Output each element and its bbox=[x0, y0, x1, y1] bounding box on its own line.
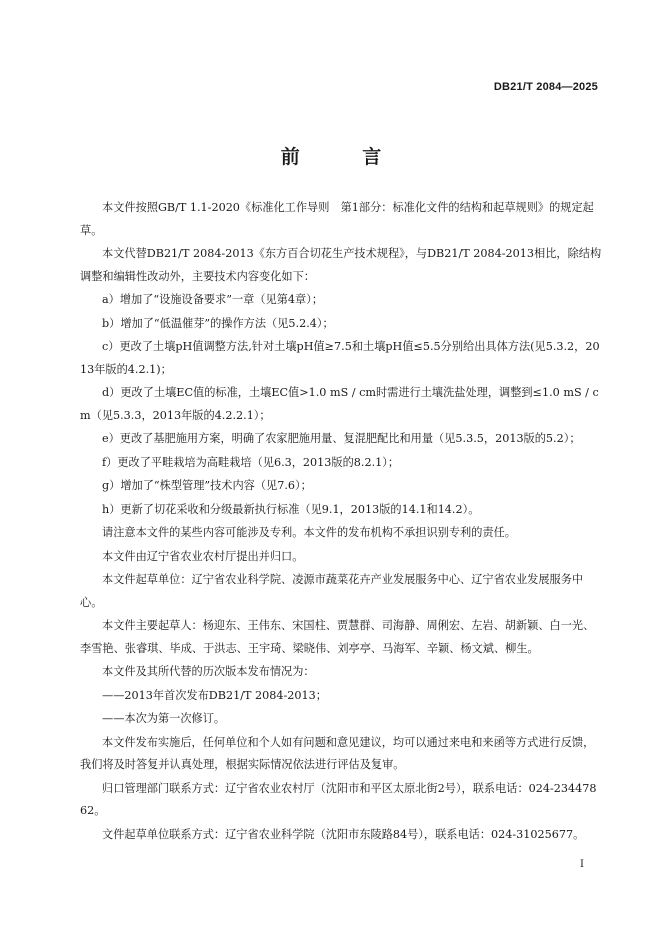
change-item-h: h）更新了切花采收和分级最新执行标准（见9.1，2013版的14.1和14.2）。 bbox=[102, 502, 480, 516]
page-number: I bbox=[580, 859, 584, 870]
paragraph-replacement: 本文代替DB21/T 2084-2013《东方百合切花生产技术规程》，与DB21/T 2084-2013相比，除结构调整和编辑性改动外，主要技术内容变化如下： bbox=[80, 247, 602, 283]
history-item-revision: ——本次为第一次修订。 bbox=[102, 712, 226, 725]
paragraph-drafter-contact: 文件起草单位联系方式：辽宁省农业科学院（沈阳市东陵路84号），联系电话：024-31025677。 bbox=[102, 827, 585, 841]
change-item-f: f）更改了平畦栽培为高畦栽培（见6.3，2013版的8.2.1）； bbox=[102, 455, 400, 469]
change-item-e: e）更改了基肥施用方案，明确了农家肥施用量、复混肥配比和用量（见5.3.5，2013版的5.2）； bbox=[102, 432, 581, 445]
paragraph-history-intro: 本文件及其所代替的历次版本发布情况为： bbox=[102, 665, 315, 678]
change-item-c: c）更改了土壤pH值调整方法,针对土壤pH值≥7.5和土壤pH值≤5.5分别给出具体方法(见5.3.2，2013年版的4.2.1)； bbox=[80, 340, 600, 376]
paragraph-drafting-units: 本文件起草单位：辽宁省农业科学院、凌源市蔬菜花卉产业发展服务中心、辽宁省农业发展服务中心。 bbox=[80, 573, 584, 609]
change-item-b: b）增加了“低温催芽”的操作方法（见5.2.4）； bbox=[102, 316, 334, 330]
paragraph-admin-contact: 归口管理部门联系方式：辽宁省农业农村厅（沈阳市和平区太原北街2号），联系电话：024-23447862。 bbox=[80, 781, 597, 817]
paragraph-drafters: 本文件主要起草人：杨迎东、王伟东、宋国柱、贾慧群、司海静、周俐宏、左岩、胡新颖、白一光、李雪艳、张睿琪、毕成、于洪志、王宇琦、梁晓伟、刘亭亭、马海军、辛颖、杨文斌、柳生。 bbox=[80, 619, 595, 655]
history-item-2013: ——2013年首次发布DB21/T 2084-2013； bbox=[102, 688, 327, 702]
paragraph-proposer: 本文件由辽宁省农业农村厅提出并归口。 bbox=[102, 549, 304, 563]
document-code: DB21/T 2084—2025 bbox=[493, 81, 598, 93]
change-item-a: a）增加了“设施设备要求”一章（见第4章）； bbox=[102, 293, 324, 306]
paragraph-patent: 请注意本文件的某些内容可能涉及专利。本文件的发布机构不承担识别专利的责任。 bbox=[102, 526, 516, 539]
paragraph-feedback: 本文件发布实施后，任何单位和个人如有问题和意见建议，均可以通过来电和来函等方式进行反馈，我们将及时答复并认真处理，根据实际情况依法进行评估及复审。 bbox=[80, 735, 595, 771]
page-title: 前 言 bbox=[280, 146, 410, 168]
change-item-d: d）更改了土壤EC值的标准，土壤EC值>1.0 mS / cm时需进行土壤洗盐处理，调整到≤1.0 mS / cm（见5.3.3，2013年版的4.2.2.1）； bbox=[80, 386, 599, 422]
paragraph-basis: 本文件按照GB/T 1.1-2020《标准化工作导则 第1部分：标准化文件的结构和起草规则》的规定起草。 bbox=[80, 201, 594, 237]
foreword-body bbox=[80, 197, 602, 847]
change-item-g: g）增加了“株型管理”技术内容（见7.6）； bbox=[102, 479, 312, 492]
